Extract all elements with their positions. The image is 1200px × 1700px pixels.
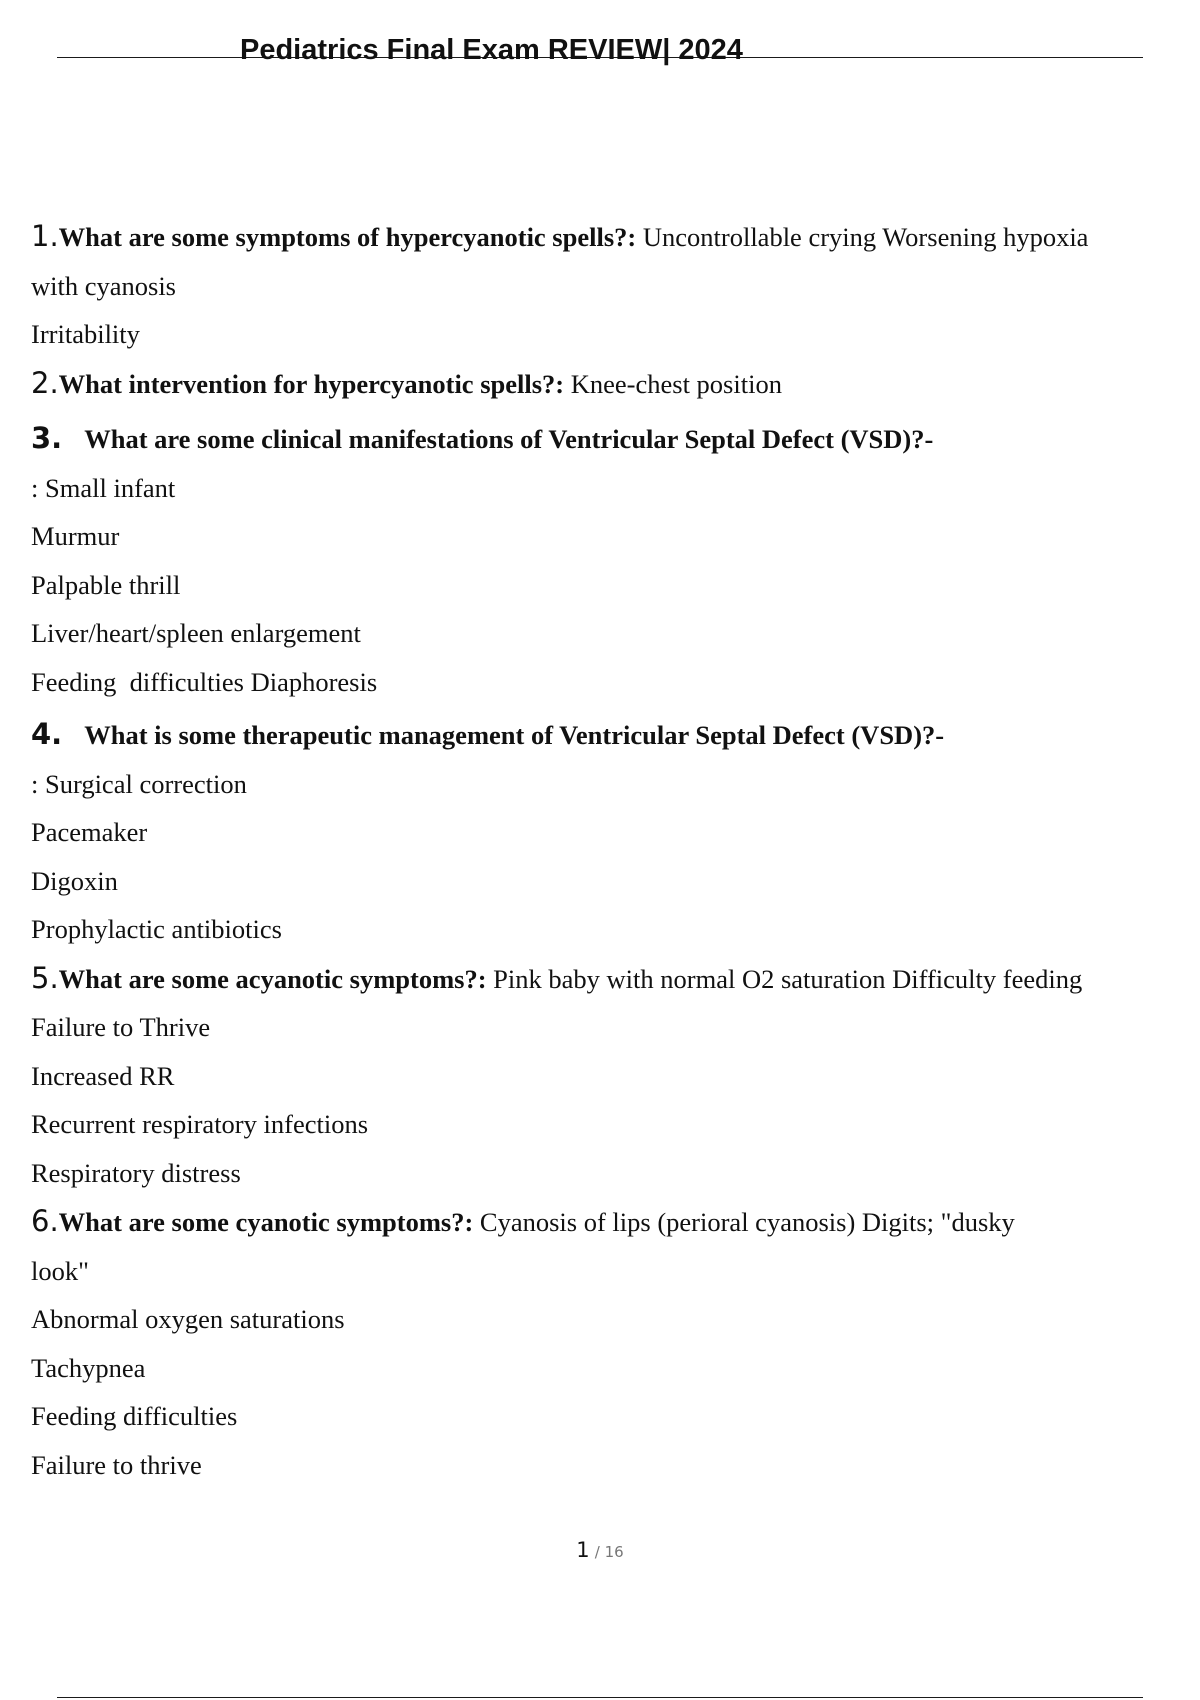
answer-inline: Knee-chest position <box>564 368 782 399</box>
answer-line: Pacemaker <box>31 817 148 847</box>
question-text: What are some acyanotic symptoms?: <box>58 963 487 994</box>
qa-item-3 <box>31 414 1171 706</box>
question-text: What are some symptoms of hypercyanotic spells?: <box>58 222 637 252</box>
item-number: 3. <box>31 421 63 455</box>
question-text: What intervention for hypercyanotic spells?: <box>58 368 565 399</box>
item-number: 4. <box>31 717 63 751</box>
answer-line: Tachypnea <box>31 1352 146 1383</box>
answer-line: Respiratory distress <box>31 1157 241 1188</box>
answer-inline: Pink baby with normal O2 saturation Difficulty feeding <box>486 963 1083 994</box>
answer-line: Digoxin <box>31 865 118 896</box>
footer-rule <box>57 1697 1143 1698</box>
page-header <box>57 33 1143 66</box>
answer-line: Palpable thrill <box>31 569 181 600</box>
qa-item-6 <box>31 1197 1171 1489</box>
question-text: What is some therapeutic management of Ventricular Septal Defect (VSD)?- <box>84 720 945 750</box>
answer-line: Feeding difficulties Diaphoresis <box>31 666 378 697</box>
answer-line: Liver/heart/spleen enlargement <box>31 618 361 648</box>
answer-line: Murmur <box>31 521 120 551</box>
qa-item-5 <box>31 954 1171 1198</box>
answer-line: Increased RR <box>31 1060 175 1091</box>
answer-line: : Surgical correction <box>31 768 247 799</box>
document-title: Pediatrics Final Exam REVIEW| 2024 <box>240 34 743 66</box>
page-current: 1 <box>576 1538 590 1562</box>
qa-item-4 <box>31 710 1171 954</box>
answer-line: Prophylactic antibiotics <box>31 914 282 944</box>
answer-inline: Cyanosis of lips (perioral cyanosis) Digits; "dusky <box>473 1207 1015 1237</box>
qa-item-2 <box>31 359 1171 409</box>
page-indicator <box>0 1538 1200 1562</box>
answer-line: Irritability <box>31 319 140 349</box>
item-number: 1. <box>31 219 59 253</box>
qa-item-1 <box>31 212 1171 359</box>
answer-line: Failure to thrive <box>31 1449 202 1480</box>
answer-line: look" <box>31 1255 89 1286</box>
question-text: What are some clinical manifestations of Ventricular Septal Defect (VSD)?- <box>84 424 934 454</box>
answer-line: : Small infant <box>31 472 176 503</box>
answer-line: Abnormal oxygen saturations <box>31 1304 345 1334</box>
page-total: / 16 <box>594 1543 624 1561</box>
item-number: 6. <box>31 1204 59 1238</box>
answer-line: Feeding difficulties <box>31 1401 238 1431</box>
question-text: What are some cyanotic symptoms?: <box>58 1207 474 1237</box>
qa-list <box>31 212 1171 1489</box>
item-number: 2. <box>31 365 59 400</box>
item-number: 5. <box>31 960 59 995</box>
answer-line: Failure to Thrive <box>31 1012 211 1042</box>
answer-line: with cyanosis <box>31 270 176 301</box>
answer-inline: Uncontrollable crying Worsening hypoxia <box>636 222 1089 252</box>
answer-line: Recurrent respiratory infections <box>31 1109 369 1139</box>
